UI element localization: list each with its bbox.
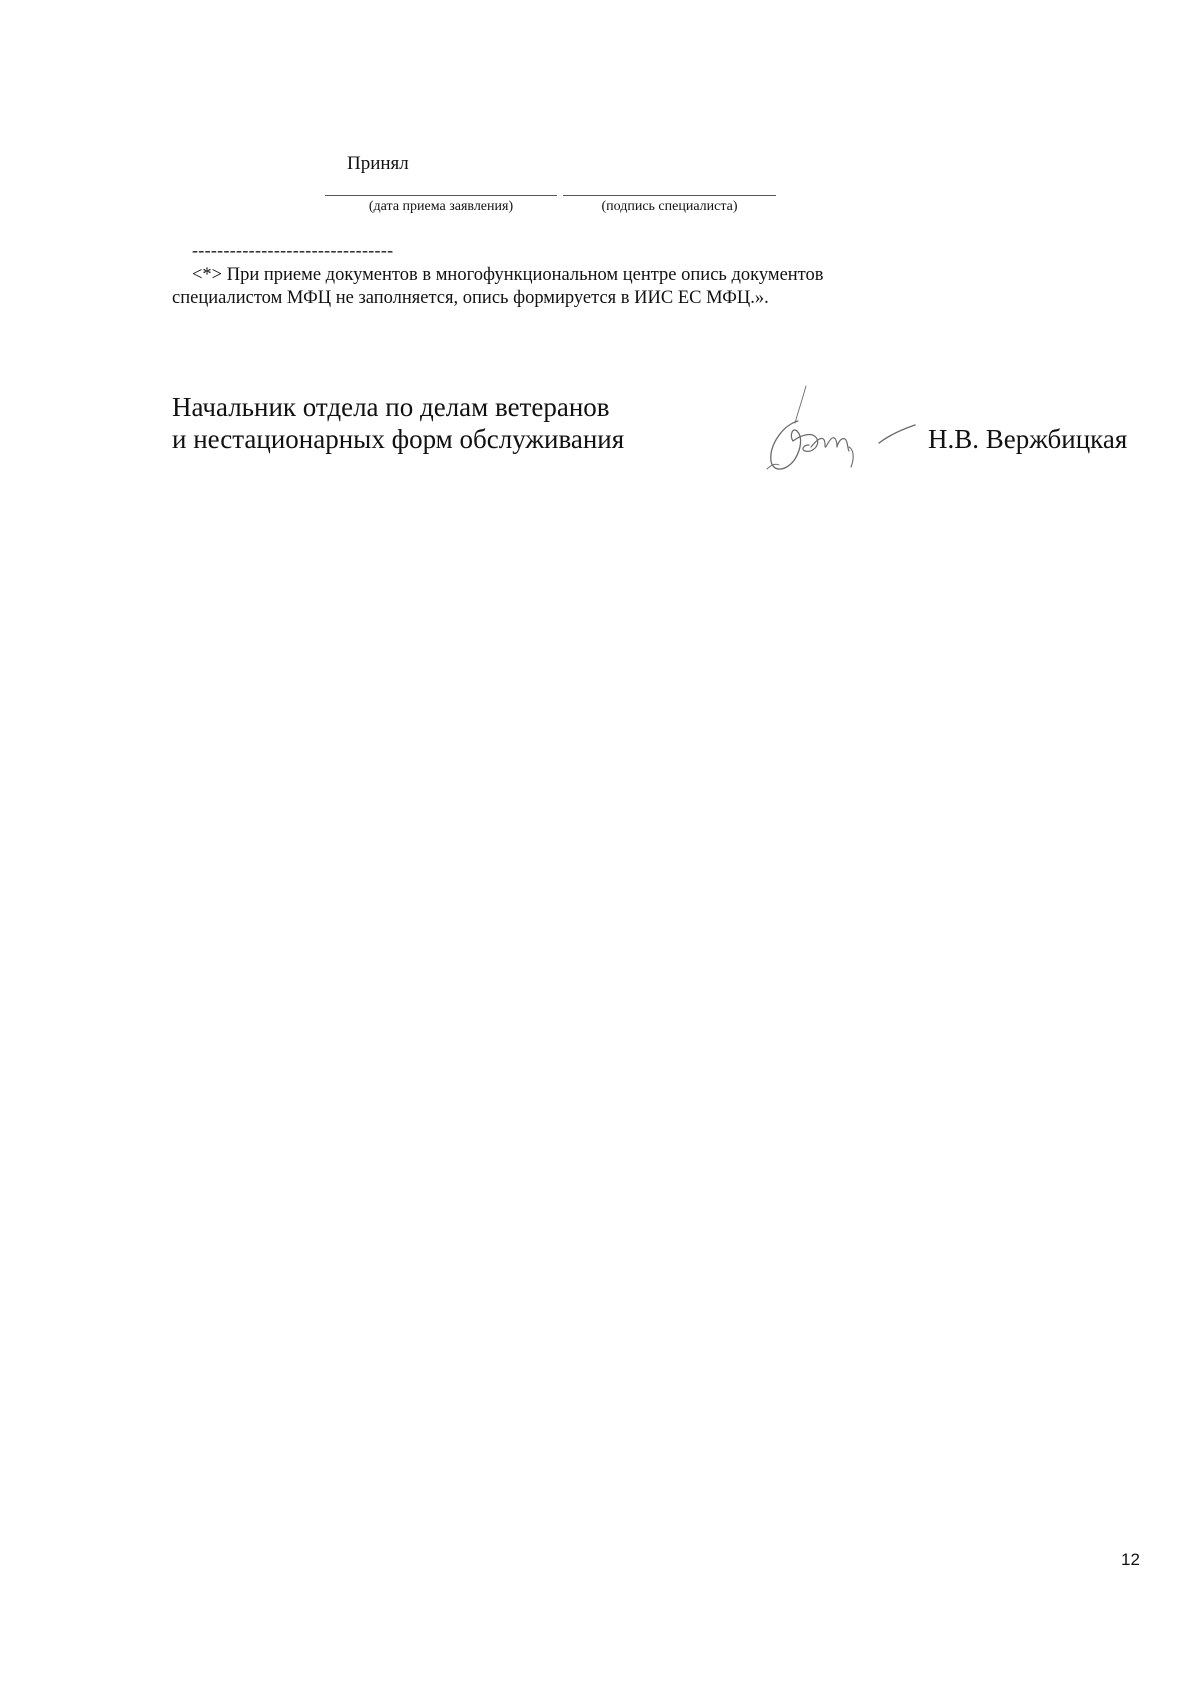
specialist-signature-caption: (подпись специалиста) xyxy=(601,199,738,214)
page-number: 12 xyxy=(1121,1550,1140,1569)
signatory-name: Н.В. Вержбицкая xyxy=(928,424,1128,454)
footnote-separator: -------------------------------- xyxy=(192,240,394,260)
footnote-line-1: <*> При приеме документов в многофункциональном центре опись документов xyxy=(192,265,824,285)
accepted-label: Принял xyxy=(347,153,409,174)
handwritten-signature xyxy=(765,385,920,477)
signatory-position-line-2: и нестационарных форм обслуживания xyxy=(172,424,625,454)
signatory-position-line-1: Начальник отдела по делам ветеранов xyxy=(172,392,610,422)
footnote-line-2: специалистом МФЦ не заполняется, опись формируется в ИИС ЕС МФЦ.». xyxy=(172,288,769,308)
date-received-caption: (дата приема заявления) xyxy=(368,199,514,214)
date-received-line xyxy=(325,195,557,196)
specialist-signature-line xyxy=(563,195,776,196)
